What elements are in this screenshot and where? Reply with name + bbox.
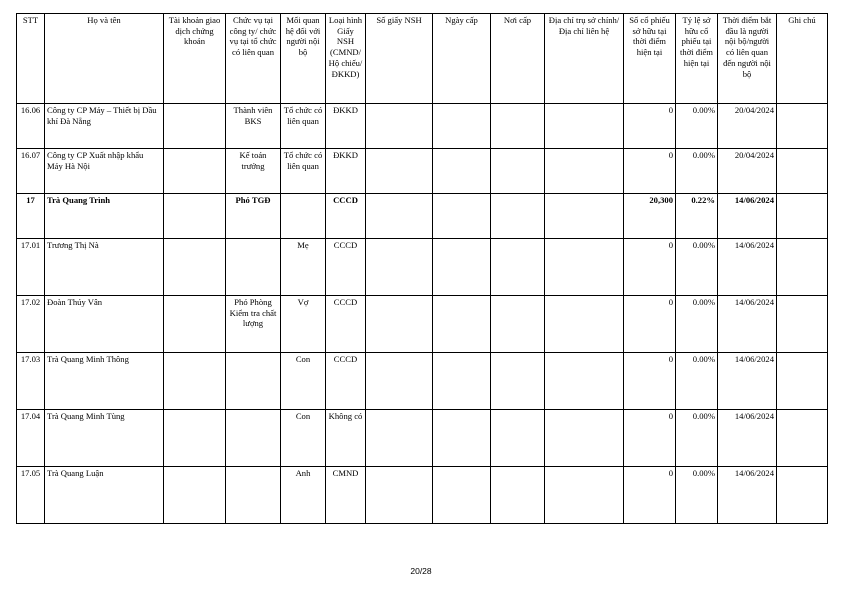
cell-ratio: 0.00% [676, 467, 718, 524]
table-row [17, 149, 828, 194]
header-name: Họ và tên [45, 14, 164, 104]
cell-address [545, 194, 624, 239]
cell-stt: 17 [17, 194, 45, 239]
cell-note [777, 353, 828, 410]
cell-start-date: 14/06/2024 [718, 296, 777, 353]
cell-doc-no [366, 104, 433, 149]
cell-ratio: 0.00% [676, 353, 718, 410]
cell-start-date: 14/06/2024 [718, 239, 777, 296]
cell-shares: 0 [624, 239, 676, 296]
cell-ratio: 0.00% [676, 239, 718, 296]
cell-doc-type: CCCD [326, 353, 366, 410]
cell-ratio: 0.00% [676, 296, 718, 353]
cell-name: Công ty CP Máy – Thiết bị Dầu khí Đà Nẵng [45, 104, 164, 149]
cell-stt: 16.07 [17, 149, 45, 194]
header-start-date: Thời điểm bắt đầu là người nội bộ/người có liên quan đến người nội bộ [718, 14, 777, 104]
cell-ratio: 0.00% [676, 149, 718, 194]
header-address: Địa chỉ trụ sở chính/Địa chỉ liên hệ [545, 14, 624, 104]
cell-note [777, 194, 828, 239]
header-account: Tài khoản giao dịch chứng khoán [164, 14, 226, 104]
cell-account [164, 239, 226, 296]
cell-relation: Con [281, 410, 326, 467]
cell-issue-date [433, 410, 491, 467]
header-doc-type: Loại hình Giấy NSH (CMND/ Hộ chiếu/ ĐKKD) [326, 14, 366, 104]
cell-position: Thành viên BKS [226, 104, 281, 149]
header-shares: Số cổ phiếu sở hữu tại thời điểm hiện tại [624, 14, 676, 104]
cell-note [777, 467, 828, 524]
cell-address [545, 467, 624, 524]
cell-doc-no [366, 410, 433, 467]
cell-position [226, 467, 281, 524]
cell-shares: 0 [624, 296, 676, 353]
cell-stt: 17.05 [17, 467, 45, 524]
cell-account [164, 467, 226, 524]
cell-shares: 0 [624, 410, 676, 467]
cell-name: Đoàn Thúy Vân [45, 296, 164, 353]
cell-address [545, 149, 624, 194]
table-row [17, 410, 828, 467]
header-issue-place: Nơi cấp [491, 14, 545, 104]
cell-shares: 0 [624, 104, 676, 149]
header-relation: Mối quan hệ đối với người nội bộ [281, 14, 326, 104]
cell-address [545, 239, 624, 296]
cell-issue-place [491, 410, 545, 467]
cell-account [164, 410, 226, 467]
cell-doc-type: ĐKKD [326, 104, 366, 149]
cell-position: Phó Phòng Kiểm tra chất lượng [226, 296, 281, 353]
table-row [17, 353, 828, 410]
cell-doc-no [366, 353, 433, 410]
cell-shares: 0 [624, 467, 676, 524]
cell-doc-no [366, 467, 433, 524]
cell-relation: Vợ [281, 296, 326, 353]
cell-name: Trà Quang Minh Thông [45, 353, 164, 410]
cell-relation: Tổ chức có liên quan [281, 104, 326, 149]
cell-name: Trà Quang Luận [45, 467, 164, 524]
cell-address [545, 353, 624, 410]
cell-issue-date [433, 296, 491, 353]
cell-position [226, 353, 281, 410]
cell-issue-place [491, 467, 545, 524]
cell-address [545, 296, 624, 353]
cell-doc-type: ĐKKD [326, 149, 366, 194]
cell-doc-no [366, 194, 433, 239]
table-row [17, 104, 828, 149]
table-row [17, 467, 828, 524]
cell-issue-date [433, 149, 491, 194]
cell-relation: Mẹ [281, 239, 326, 296]
cell-issue-place [491, 194, 545, 239]
cell-name: Trà Quang Trình [45, 194, 164, 239]
cell-relation: Anh [281, 467, 326, 524]
cell-account [164, 353, 226, 410]
cell-doc-type: CCCD [326, 194, 366, 239]
cell-issue-place [491, 239, 545, 296]
header-ratio: Tỷ lệ sở hữu cổ phiếu tại thời điểm hiện tại [676, 14, 718, 104]
cell-doc-no [366, 149, 433, 194]
cell-issue-place [491, 149, 545, 194]
cell-name: Trương Thị Nà [45, 239, 164, 296]
cell-ratio: 0.00% [676, 104, 718, 149]
cell-address [545, 410, 624, 467]
insider-table [16, 13, 828, 524]
cell-issue-date [433, 239, 491, 296]
header-position: Chức vụ tại công ty/ chức vụ tại tổ chức có liên quan [226, 14, 281, 104]
cell-note [777, 296, 828, 353]
cell-name: Công ty CP Xuất nhập khẩu Máy Hà Nội [45, 149, 164, 194]
cell-relation: Con [281, 353, 326, 410]
cell-shares: 0 [624, 149, 676, 194]
cell-account [164, 194, 226, 239]
header-note: Ghi chú [777, 14, 828, 104]
cell-note [777, 104, 828, 149]
cell-note [777, 149, 828, 194]
cell-stt: 17.04 [17, 410, 45, 467]
table-row [17, 239, 828, 296]
cell-start-date: 20/04/2024 [718, 104, 777, 149]
cell-shares: 0 [624, 353, 676, 410]
cell-note [777, 410, 828, 467]
cell-stt: 16.06 [17, 104, 45, 149]
cell-position [226, 410, 281, 467]
header-doc-no: Số giấy NSH [366, 14, 433, 104]
header-row [17, 14, 828, 104]
cell-doc-no [366, 239, 433, 296]
cell-issue-place [491, 296, 545, 353]
header-issue-date: Ngày cấp [433, 14, 491, 104]
cell-position: Phó TGĐ [226, 194, 281, 239]
cell-name: Trà Quang Minh Tùng [45, 410, 164, 467]
cell-shares: 20,300 [624, 194, 676, 239]
cell-start-date: 20/04/2024 [718, 149, 777, 194]
cell-start-date: 14/06/2024 [718, 194, 777, 239]
cell-ratio: 0.00% [676, 410, 718, 467]
page-number: 20/28 [410, 566, 432, 576]
cell-issue-date [433, 194, 491, 239]
cell-issue-place [491, 353, 545, 410]
cell-relation [281, 194, 326, 239]
cell-doc-type: CCCD [326, 239, 366, 296]
cell-account [164, 296, 226, 353]
cell-position: Kế toán trưởng [226, 149, 281, 194]
cell-note [777, 239, 828, 296]
cell-account [164, 104, 226, 149]
cell-position [226, 239, 281, 296]
cell-stt: 17.02 [17, 296, 45, 353]
table-row [17, 194, 828, 239]
cell-start-date: 14/06/2024 [718, 353, 777, 410]
cell-issue-date [433, 104, 491, 149]
cell-issue-place [491, 104, 545, 149]
cell-issue-date [433, 467, 491, 524]
header-stt: STT [17, 14, 45, 104]
cell-stt: 17.01 [17, 239, 45, 296]
cell-start-date: 14/06/2024 [718, 410, 777, 467]
cell-address [545, 104, 624, 149]
cell-doc-no [366, 296, 433, 353]
cell-start-date: 14/06/2024 [718, 467, 777, 524]
cell-ratio: 0.22% [676, 194, 718, 239]
cell-issue-date [433, 353, 491, 410]
cell-account [164, 149, 226, 194]
cell-doc-type: Không có [326, 410, 366, 467]
table-row [17, 296, 828, 353]
cell-relation: Tổ chức có liên quan [281, 149, 326, 194]
cell-doc-type: CCCD [326, 296, 366, 353]
cell-doc-type: CMND [326, 467, 366, 524]
cell-stt: 17.03 [17, 353, 45, 410]
